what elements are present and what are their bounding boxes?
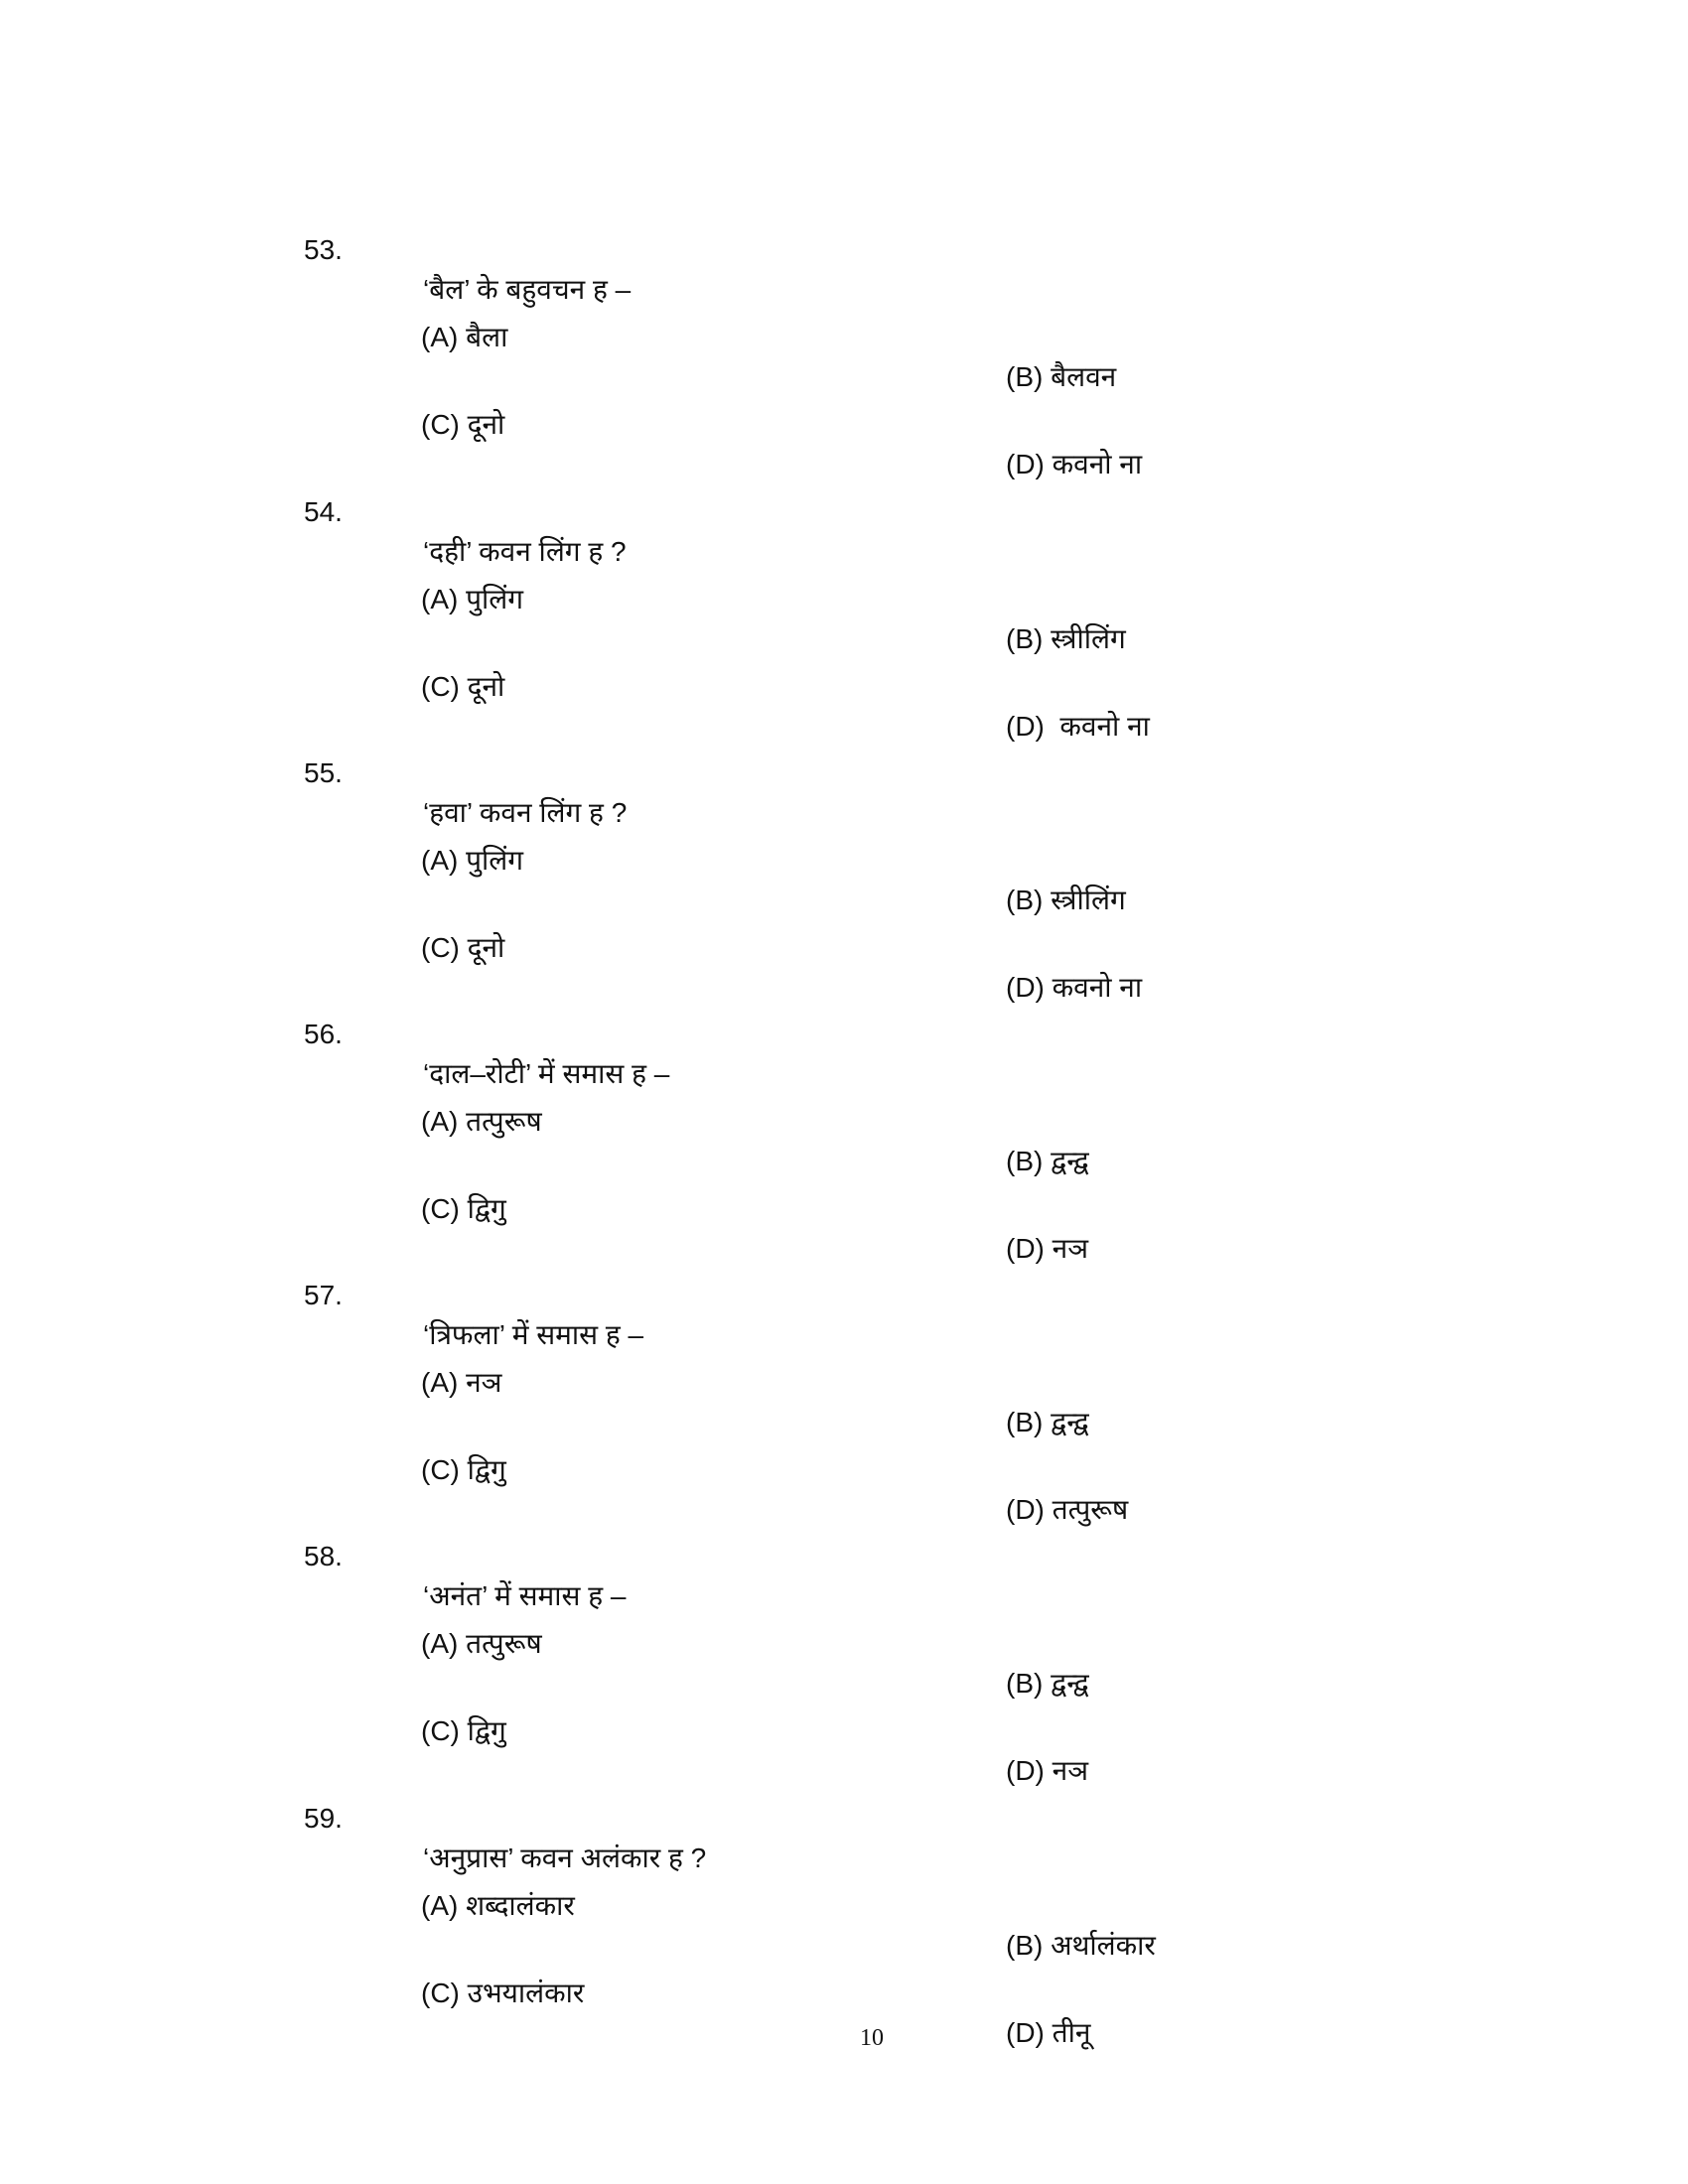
- question-number: 53.: [304, 234, 343, 265]
- question-57: [0, 1236, 1688, 1525]
- question-line: [0, 1236, 1688, 1350]
- option-a: (A) नञ: [421, 1367, 502, 1398]
- question-number: 57.: [304, 1280, 343, 1310]
- question-55: [0, 714, 1688, 1003]
- option-d: (D) तत्पुरूष: [1006, 1494, 1129, 1525]
- options-row: [0, 365, 1688, 479]
- option-d: (D) कवनो ना: [1006, 711, 1150, 742]
- option-d: (D) कवनो ना: [1006, 449, 1143, 479]
- question-number: 58.: [304, 1541, 343, 1571]
- option-b: (B) द्वन्द्व: [1006, 1668, 1089, 1699]
- option-d: (D) कवनो ना: [1006, 972, 1143, 1003]
- question-number: 55.: [304, 757, 343, 788]
- option-b: (B) द्वन्द्व: [1006, 1146, 1089, 1176]
- option-b: (B) स्त्रीलिंग: [1006, 623, 1126, 654]
- option-c: (C) दूनो: [421, 671, 505, 702]
- option-a: (A) पुलिंग: [421, 584, 524, 614]
- question-text: ‘दही’ कवन लिंग ह ?: [423, 536, 627, 567]
- question-text: ‘अनंत’ में समास ह –: [423, 1580, 627, 1611]
- page-number: 10: [860, 2025, 884, 2051]
- options-row: [0, 1672, 1688, 1786]
- options-row: [0, 801, 1688, 915]
- option-d: (D) तीनू: [1006, 2017, 1091, 2048]
- options-row: [0, 1584, 1688, 1699]
- question-line: [0, 191, 1688, 305]
- option-d: (D) नञ: [1006, 1233, 1088, 1264]
- option-a: (A) तत्पुरूष: [421, 1628, 542, 1659]
- question-58: [0, 1497, 1688, 1786]
- options-row: [0, 540, 1688, 654]
- question-text: ‘त्रिफला’ में समास ह –: [423, 1319, 644, 1350]
- question-56: [0, 975, 1688, 1264]
- option-b: (B) द्वन्द्व: [1006, 1407, 1089, 1437]
- question-line: [0, 453, 1688, 567]
- question-line: [0, 975, 1688, 1089]
- option-c: (C) द्विगु: [421, 1715, 506, 1746]
- options-row: [0, 1846, 1688, 1961]
- question-number: 56.: [304, 1019, 343, 1049]
- question-text: ‘बैल’ के बहुवचन ह –: [423, 274, 632, 305]
- options-row: [0, 1411, 1688, 1525]
- option-c: (C) उभयालंकार: [421, 1978, 585, 2008]
- option-a: (A) पुलिंग: [421, 845, 524, 876]
- question-number: 59.: [304, 1803, 343, 1834]
- question-line: [0, 714, 1688, 828]
- question-number: 54.: [304, 496, 343, 527]
- option-d: (D) नञ: [1006, 1755, 1088, 1786]
- option-b: (B) बैलवन: [1006, 361, 1117, 392]
- options-row: [0, 1323, 1688, 1437]
- question-text: ‘हवा’ कवन लिंग ह ?: [423, 797, 628, 828]
- option-b: (B) अर्थालंकार: [1006, 1930, 1156, 1961]
- options-row: [0, 888, 1688, 1003]
- options-row: [0, 278, 1688, 392]
- option-a: (A) बैला: [421, 322, 508, 352]
- option-c: (C) दूनो: [421, 409, 505, 440]
- options-row: [0, 1062, 1688, 1176]
- question-line: [0, 1497, 1688, 1611]
- option-a: (A) शब्दालंकार: [421, 1890, 575, 1921]
- question-text: ‘अनुप्रास’ कवन अलंकार ह ?: [423, 1843, 707, 1873]
- question-53: [0, 191, 1688, 479]
- option-c: (C) द्विगु: [421, 1454, 506, 1485]
- question-text: ‘दाल–रोटी’ में समास ह –: [423, 1058, 670, 1089]
- option-c: (C) दूनो: [421, 932, 505, 963]
- option-b: (B) स्त्रीलिंग: [1006, 885, 1126, 915]
- option-a: (A) तत्पुरूष: [421, 1106, 542, 1137]
- option-c: (C) द्विगु: [421, 1193, 506, 1224]
- question-line: [0, 1759, 1688, 1873]
- question-54: [0, 453, 1688, 742]
- options-row: [0, 1150, 1688, 1264]
- options-row: [0, 627, 1688, 742]
